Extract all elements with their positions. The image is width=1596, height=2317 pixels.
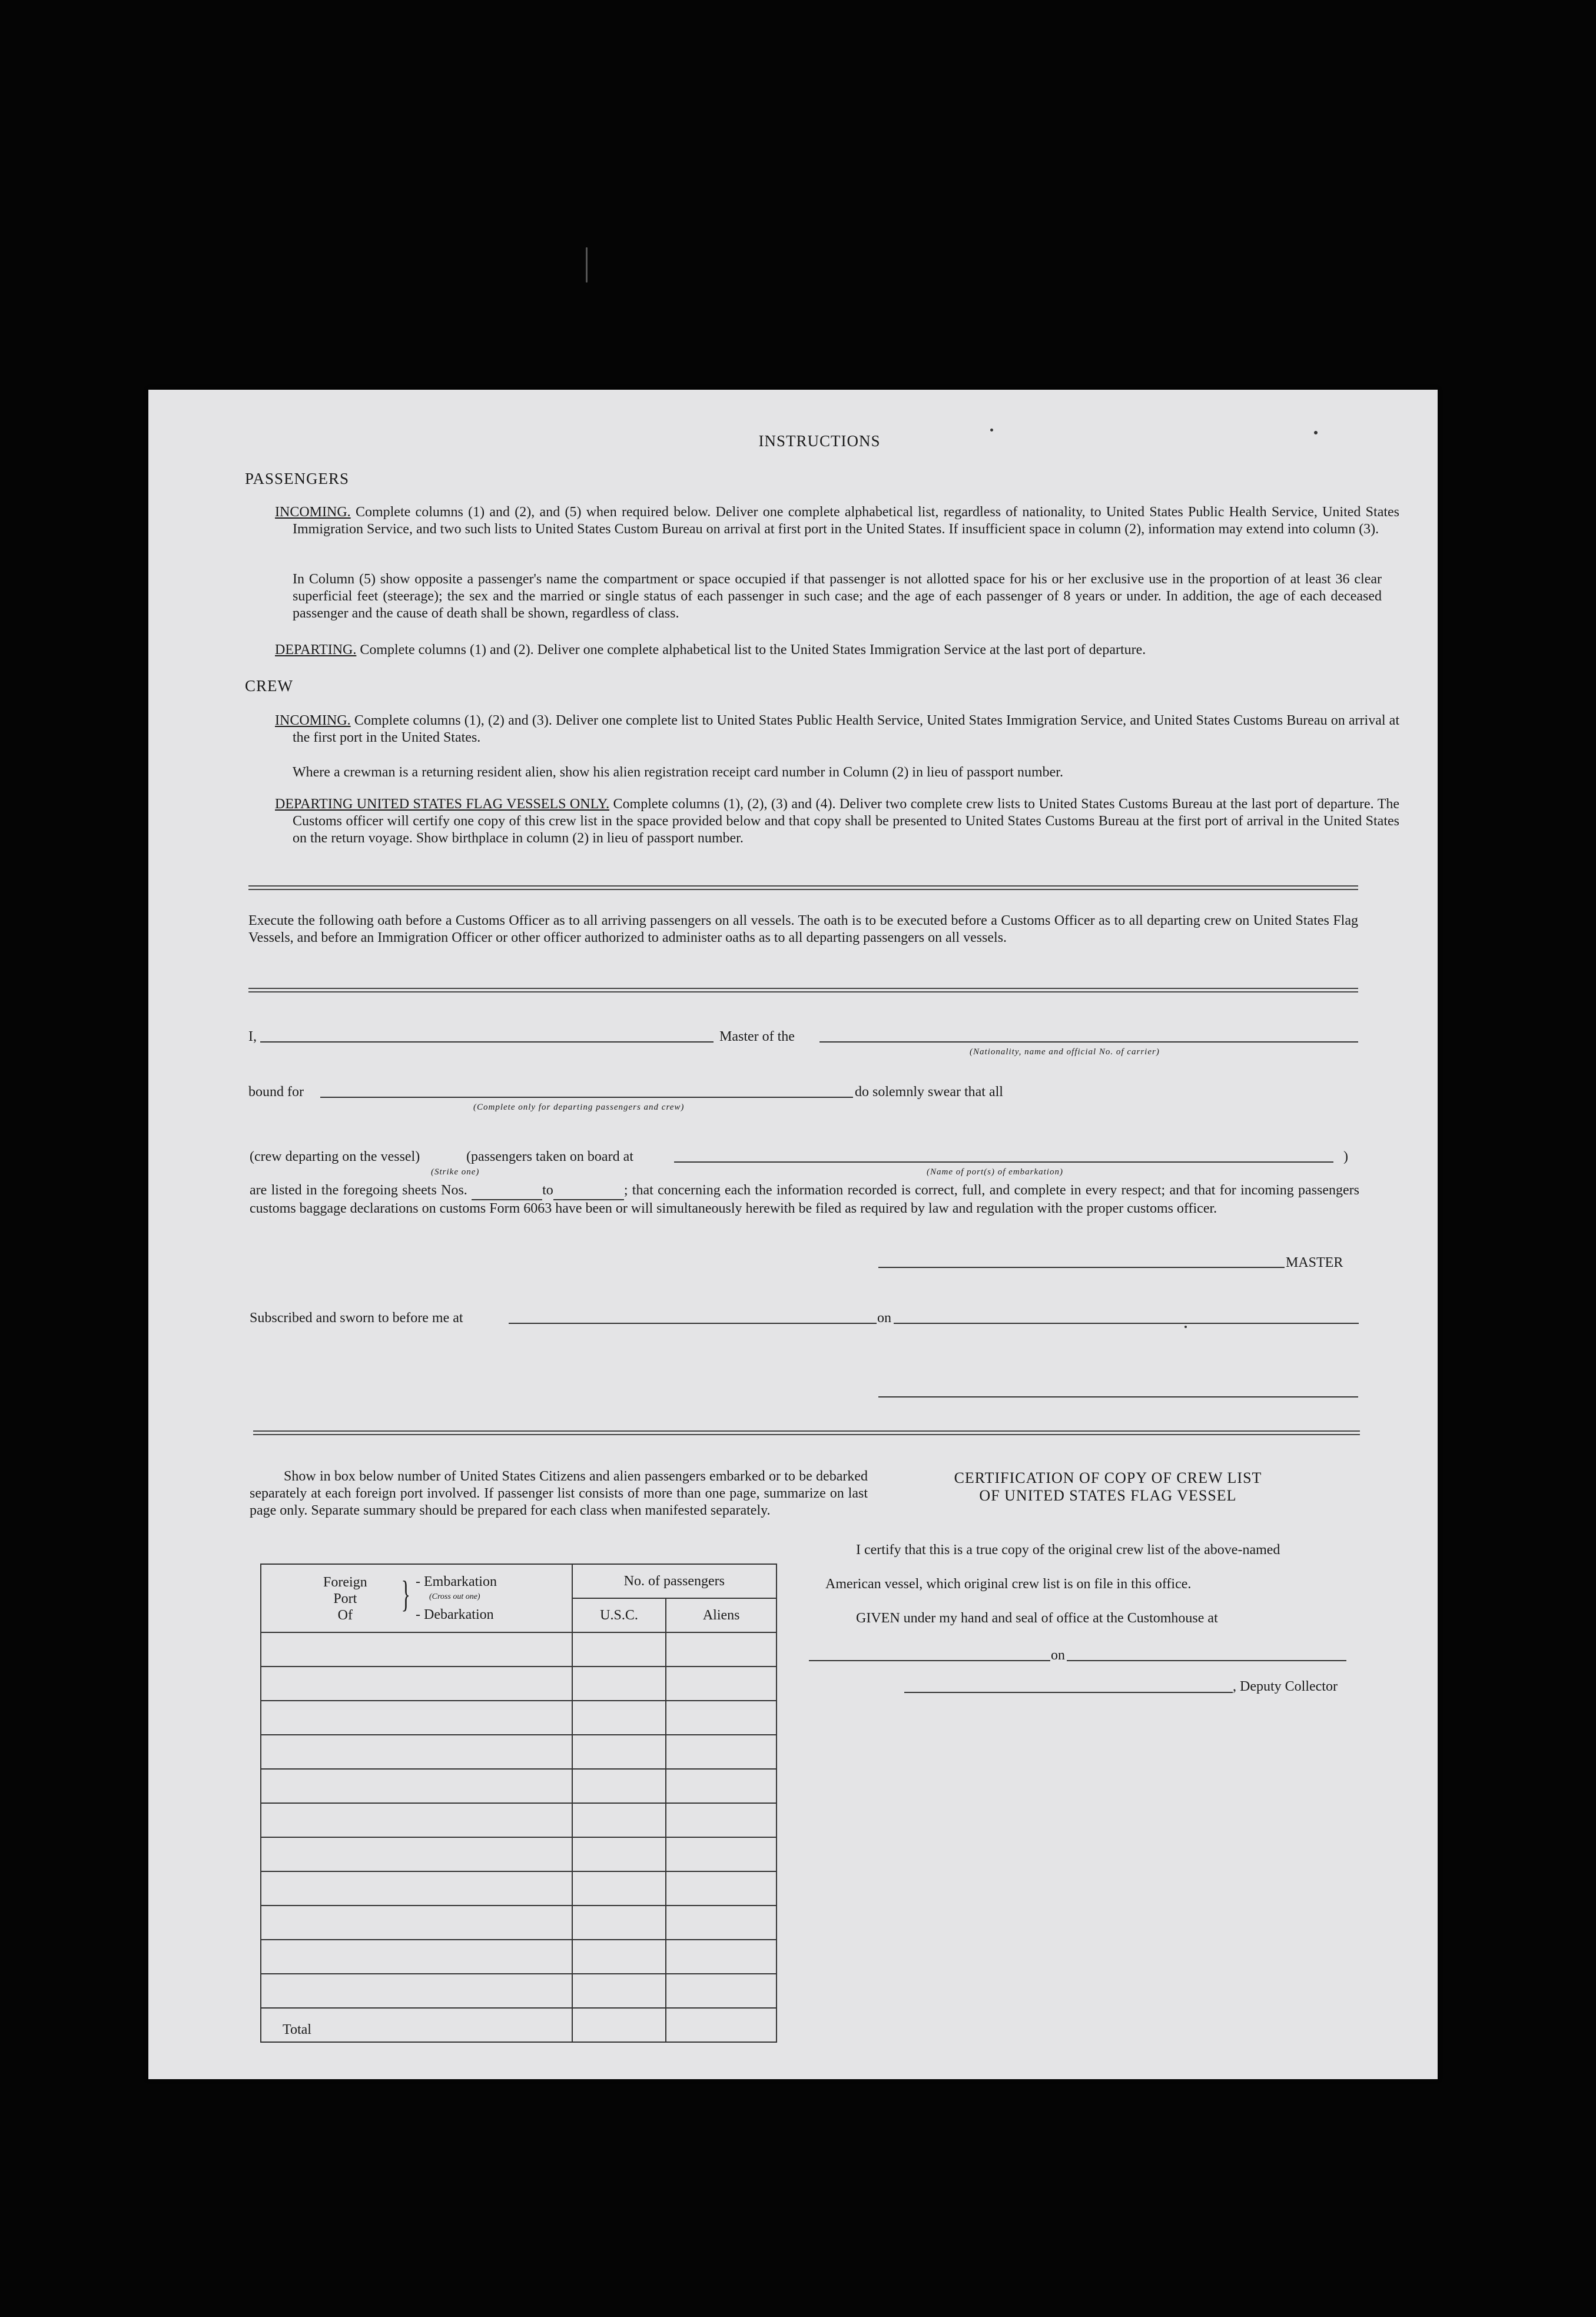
usc-cell[interactable] bbox=[572, 1974, 666, 2008]
oath-intro: Execute the following oath before a Customs Officer as to all arriving passengers on all vessels. The oath is to be executed before a Customs Officer as to all departing crew on United States Flag Vessels, and before an Immigration Officer or other officer authorized to administer oaths as to all departing passengers on all vessels. bbox=[248, 913, 1358, 945]
port-cell[interactable] bbox=[261, 1735, 572, 1769]
port-cell[interactable] bbox=[261, 1837, 572, 1871]
port-cell[interactable] bbox=[261, 1906, 572, 1940]
foreign-port-of-label bbox=[323, 1574, 367, 1624]
aliens-cell[interactable] bbox=[666, 1906, 777, 1940]
usc-cell[interactable] bbox=[572, 1632, 666, 1667]
passengers-departing-paragraph bbox=[275, 642, 1388, 659]
listed-paragraph bbox=[250, 1182, 1359, 1217]
total-usc-cell[interactable] bbox=[572, 2008, 666, 2042]
aliens-cell[interactable] bbox=[666, 1667, 777, 1701]
passengers-incoming-text: Complete columns (1) and (2), and (5) when required below. Deliver one complete alphabetical list, regardless of nationality, to United States Public Health Service, United States Immigration Service, and two such lists to United States Custom Bureau on arrival at first port in the United States. If insufficient space in column (2), information may extend into column (3). bbox=[293, 504, 1400, 537]
crew-heading: CREW bbox=[245, 677, 293, 695]
master-signature-field[interactable] bbox=[878, 1267, 1285, 1268]
resident-alien-paragraph: Where a crewman is a returning resident alien, show his alien registration receipt card number in Column (2) in lieu of passport number. bbox=[293, 765, 1063, 780]
bound-for-label: bound for bbox=[248, 1084, 304, 1100]
aliens-cell[interactable] bbox=[666, 1974, 777, 2008]
certification-title-line1: CERTIFICATION OF COPY OF CREW LIST bbox=[954, 1469, 1262, 1486]
master-of-label: Master of the bbox=[719, 1029, 795, 1044]
crew-departing-option: (crew departing on the vessel) bbox=[250, 1149, 420, 1164]
divider-3 bbox=[253, 1430, 1360, 1435]
scan-speck bbox=[990, 429, 993, 431]
aliens-cell[interactable] bbox=[666, 1837, 777, 1871]
port-cell[interactable] bbox=[261, 1871, 572, 1906]
oath-i-label: I, bbox=[248, 1029, 257, 1044]
sheet-from-field[interactable] bbox=[472, 1182, 542, 1200]
embarkation-label: - Embarkation bbox=[416, 1574, 497, 1589]
scan-speck bbox=[1314, 431, 1318, 434]
divider-1 bbox=[248, 885, 1358, 890]
subscribed-label: Subscribed and sworn to before me at bbox=[250, 1310, 463, 1326]
usc-cell[interactable] bbox=[572, 1837, 666, 1871]
table-row bbox=[261, 1769, 777, 1803]
aliens-cell[interactable] bbox=[666, 1735, 777, 1769]
cross-out-note: (Cross out one) bbox=[429, 1592, 480, 1601]
port-cell[interactable] bbox=[261, 1769, 572, 1803]
listed-rest: ; that concerning each the information recorded is correct, full, and complete in every respect; and that for incoming passengers customs baggage declarations on customs Form 6063 have been or will simultaneously herewith be filed as required by law and regulation with the proper customs officer. bbox=[250, 1183, 1360, 1216]
usc-cell[interactable] bbox=[572, 1940, 666, 1974]
passengers-incoming-label: INCOMING. bbox=[275, 504, 351, 520]
crew-departing-text: Complete columns (1), (2), (3) and (4). Deliver two complete crew lists to United States Customs Bureau at the last port of departure. The Customs officer will certify one copy of this crew list in the space provided below and that copy shall be presented to United States Customs Bureau at the first port of arrival in the United States on the return voyage. Show birthplace in column (2) in lieu of passport number. bbox=[293, 796, 1400, 846]
divider-2 bbox=[248, 988, 1358, 992]
customhouse-field[interactable] bbox=[809, 1660, 1050, 1661]
cert-on-label: on bbox=[1051, 1648, 1065, 1663]
to-label: to bbox=[542, 1183, 553, 1198]
usc-cell[interactable] bbox=[572, 1735, 666, 1769]
certification-title bbox=[884, 1469, 1332, 1505]
of-word: Of bbox=[337, 1608, 353, 1623]
certify-line2: American vessel, which original crew list is on file in this office. bbox=[825, 1576, 1192, 1592]
aliens-header: Aliens bbox=[666, 1598, 777, 1632]
port-word: Port bbox=[333, 1591, 357, 1606]
summary-instructions: Show in box below number of United States Citizens and alien passengers embarked or to be debarked separately at each foreign port involved. If passenger list consists of more than one page, summarize on last page only. Separate summary should be prepared for each class when manifested separately. bbox=[250, 1469, 868, 1518]
swear-label: do solemnly swear that all bbox=[855, 1084, 1003, 1100]
sworn-date-field[interactable] bbox=[894, 1323, 1359, 1324]
deputy-collector-label: , Deputy Collector bbox=[1233, 1679, 1338, 1694]
bound-for-field[interactable] bbox=[320, 1097, 853, 1098]
total-aliens-cell[interactable] bbox=[666, 2008, 777, 2042]
table-row bbox=[261, 1974, 777, 2008]
port-cell[interactable] bbox=[261, 1803, 572, 1837]
column5-paragraph: In Column (5) show opposite a passenger's name the compartment or space occupied if that passenger is not allotted space for his or her exclusive use in the proportion of at least 36 clear superficial feet (steerage); the sex and the married or single status of each passenger in such case; and the age of each passenger of 8 years or under. In addition, the age of each deceased passenger and the cause of death shall be shown, regardless of class. bbox=[293, 572, 1382, 621]
passengers-taken-option: (passengers taken on board at bbox=[466, 1149, 633, 1164]
foreign-word: Foreign bbox=[323, 1575, 367, 1590]
total-label: Total bbox=[261, 2008, 572, 2042]
no-of-passengers-header: No. of passengers bbox=[572, 1564, 777, 1598]
carrier-field[interactable] bbox=[819, 1041, 1358, 1043]
usc-cell[interactable] bbox=[572, 1769, 666, 1803]
sworn-place-field[interactable] bbox=[509, 1323, 877, 1324]
strike-note: (Strike one) bbox=[431, 1167, 480, 1177]
nationality-note: (Nationality, name and official No. of carrier) bbox=[970, 1047, 1160, 1057]
usc-cell[interactable] bbox=[572, 1906, 666, 1940]
debarkation-label: - Debarkation bbox=[416, 1607, 494, 1622]
table-row bbox=[261, 1940, 777, 1974]
passengers-departing-label: DEPARTING. bbox=[275, 642, 357, 658]
port-cell[interactable] bbox=[261, 1940, 572, 1974]
aliens-cell[interactable] bbox=[666, 1769, 777, 1803]
passengers-departing-text: Complete columns (1) and (2). Deliver one complete alphabetical list to the United States Immigration Service at the last port of departure. bbox=[360, 642, 1146, 658]
given-text: GIVEN under my hand and seal of office at the Customhouse at bbox=[856, 1611, 1218, 1626]
form-page bbox=[148, 390, 1438, 2079]
usc-header: U.S.C. bbox=[572, 1598, 666, 1632]
passengers-heading: PASSENGERS bbox=[245, 470, 350, 487]
brace-icon: } bbox=[401, 1573, 411, 1615]
table-row bbox=[261, 1701, 777, 1735]
table-row bbox=[261, 1667, 777, 1701]
scan-speck bbox=[1184, 1326, 1187, 1328]
sworn-on-label: on bbox=[877, 1310, 891, 1326]
background-mark bbox=[586, 247, 588, 283]
certify-line1: I certify that this is a true copy of the original crew list of the above-named bbox=[856, 1542, 1280, 1558]
usc-cell[interactable] bbox=[572, 1871, 666, 1906]
aliens-cell[interactable] bbox=[666, 1632, 777, 1667]
aliens-cell[interactable] bbox=[666, 1701, 777, 1735]
officer-signature-field[interactable] bbox=[878, 1396, 1358, 1397]
cert-date-field[interactable] bbox=[1067, 1660, 1346, 1661]
bound-for-note: (Complete only for departing passengers and crew) bbox=[473, 1103, 685, 1112]
crew-incoming-text: Complete columns (1), (2) and (3). Deliver one complete list to United States Public Health Service, United States Immigration Service, and United States Customs Bureau on arrival at the first port in the United States. bbox=[293, 713, 1400, 745]
port-cell[interactable] bbox=[261, 1632, 572, 1667]
port-cell[interactable] bbox=[261, 1667, 572, 1701]
sheet-to-field[interactable] bbox=[553, 1182, 624, 1200]
crew-incoming-label: INCOMING. bbox=[275, 713, 351, 728]
certification-title-line2: OF UNITED STATES FLAG VESSEL bbox=[979, 1487, 1237, 1504]
table-row bbox=[261, 1632, 777, 1667]
crew-incoming-paragraph bbox=[275, 712, 1399, 746]
deputy-signature-field[interactable] bbox=[904, 1692, 1233, 1693]
usc-cell[interactable] bbox=[572, 1701, 666, 1735]
table-row bbox=[261, 1735, 777, 1769]
aliens-cell[interactable] bbox=[666, 1871, 777, 1906]
port-cell[interactable] bbox=[261, 1974, 572, 2008]
table-row bbox=[261, 1906, 777, 1940]
table-row bbox=[261, 1803, 777, 1837]
port-cell[interactable] bbox=[261, 1701, 572, 1735]
table-row bbox=[261, 1837, 777, 1871]
passengers-incoming-paragraph bbox=[275, 504, 1399, 538]
crew-departing-paragraph bbox=[275, 796, 1399, 847]
ports-note: (Name of port(s) of embarkation) bbox=[927, 1167, 1063, 1177]
instructions-title: INSTRUCTIONS bbox=[758, 432, 881, 450]
crew-departing-label: DEPARTING UNITED STATES FLAG VESSELS ONLY. bbox=[275, 796, 610, 812]
embarkation-ports-field[interactable] bbox=[674, 1161, 1333, 1163]
aliens-cell[interactable] bbox=[666, 1940, 777, 1974]
master-name-field[interactable] bbox=[260, 1041, 714, 1043]
passenger-summary-table bbox=[260, 1564, 777, 2043]
listed-in-label: are listed in the foregoing sheets Nos. bbox=[250, 1183, 467, 1198]
usc-cell[interactable] bbox=[572, 1803, 666, 1837]
usc-cell[interactable] bbox=[572, 1667, 666, 1701]
table-row bbox=[261, 1871, 777, 1906]
foreign-port-header bbox=[261, 1564, 572, 1632]
master-label: MASTER bbox=[1286, 1255, 1343, 1270]
close-paren: ) bbox=[1343, 1149, 1348, 1164]
aliens-cell[interactable] bbox=[666, 1803, 777, 1837]
